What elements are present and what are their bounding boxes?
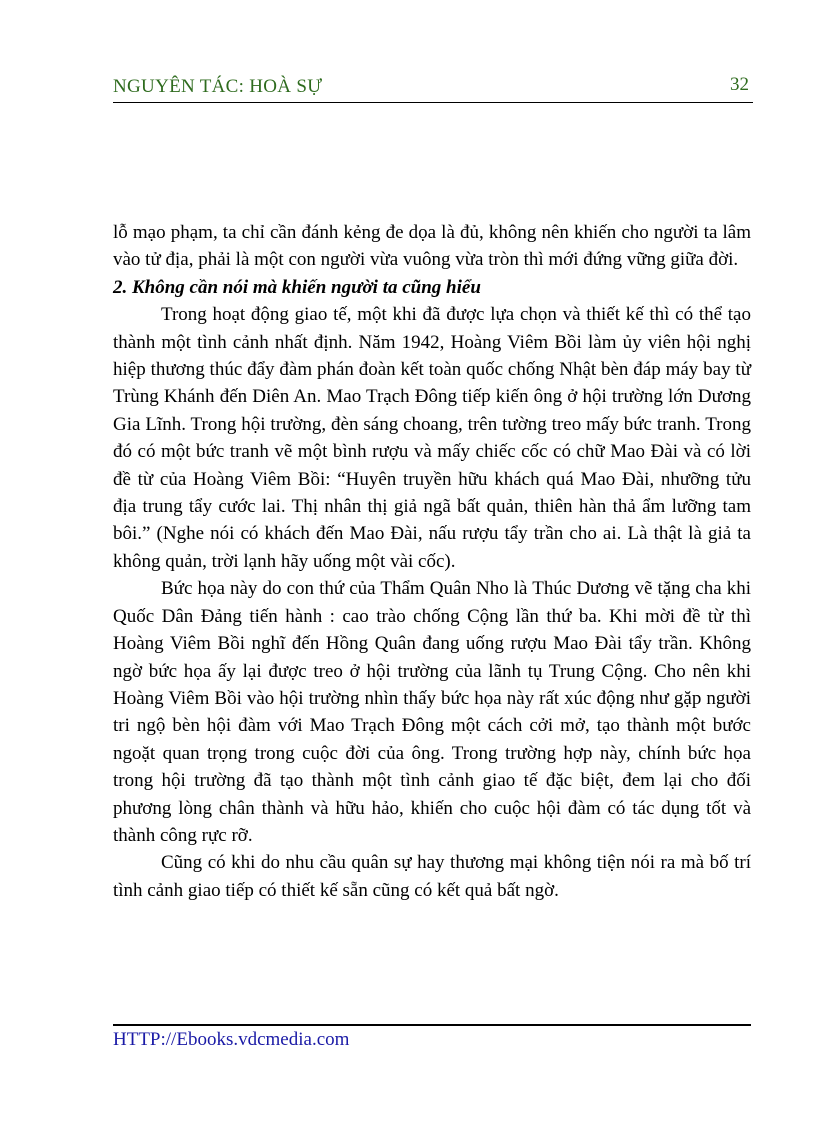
footer-link[interactable]: HTTP://Ebooks.vdcmedia.com <box>113 1029 350 1050</box>
section-heading: 2. Không cần nói mà khiến người ta cũng hiểu <box>113 276 481 298</box>
footer-divider <box>113 1024 751 1026</box>
main-content <box>113 219 751 904</box>
paragraph: Bức họa này do con thứ của Thẩm Quân Nho là Thúc Dương vẽ tặng cha khi Quốc Dân Đảng tiến hành : cao trào chống Cộng lần thứ ba. Khi mời đề từ thì Hoàng Viêm Bồi nghĩ đến Hồng Quân đang uống rượu Mao Đài tẩy trần. Không ngờ bức họa ấy lại được treo ở hội trường của lãnh tụ Trung Cộng. Cho nên khi Hoàng Viêm Bồi vào hội trường nhìn thấy bức họa này rất xúc động như gặp người tri ngộ bèn hội đàm với Mao Trạch Đông một cách cởi mở, tạo thành một bước ngoặt quan trọng trong cuộc đời của ông. Trong trường hợp này, chính bức họa trong hội trường đã tạo thành một tình cảnh giao tế đặc biệt, đem lại cho đối phương lòng chân thành và hữu hảo, khiến cho cuộc hội đàm có tác dụng tốt và thành công rực rỡ. <box>113 578 751 846</box>
paragraph: Trong hoạt động giao tế, một khi đã được lựa chọn và thiết kế thì có thể tạo thành một tình cảnh nhất định. Năm 1942, Hoàng Viêm Bồi làm ủy viên hội nghị hiệp thương thúc đẩy đàm phán đoàn kết toàn quốc chống Nhật bèn đáp máy bay từ Trùng Khánh đến Diên An. Mao Trạch Đông tiếp kiến ông ở hội trường lớn Dương Gia Lĩnh. Trong hội trường, đèn sáng choang, trên tường treo mấy bức tranh. Trong đó có một bức tranh vẽ một bình rượu và mấy chiếc cốc có chữ Mao Đài và có lời đề từ của Hoàng Viêm Bồi: “Huyên truyền hữu khách quá Mao Đài, nhưỡng tửu địa trung tẩy cước lai. Thị nhân thị giả ngã bất quản, thiên hàn thả ẩm lưỡng tam bôi.” (Nghe nói có khách đến Mao Đài, nấu rượu tẩy trần cho ai. Là thật là giả ta không quản, trời lạnh hãy uống một vài cốc). <box>113 304 751 572</box>
running-title: NGUYÊN TÁC: HOÀ SỰ <box>113 76 323 97</box>
paragraph-continued: lỗ mạo phạm, ta chỉ cần đánh kẻng đe dọa là đủ, không nên khiến cho người ta lâm vào tử địa, phải là một con người vừa vuông vừa tròn thì mới đứng vững giữa đời. <box>113 222 751 271</box>
paragraph: Cũng có khi do nhu cầu quân sự hay thương mại không tiện nói ra mà bố trí tình cảnh giao tiếp có thiết kế sẵn cũng có kết quả bất ngờ. <box>113 852 751 901</box>
page-header <box>113 74 753 103</box>
page-number: 32 <box>730 74 749 95</box>
